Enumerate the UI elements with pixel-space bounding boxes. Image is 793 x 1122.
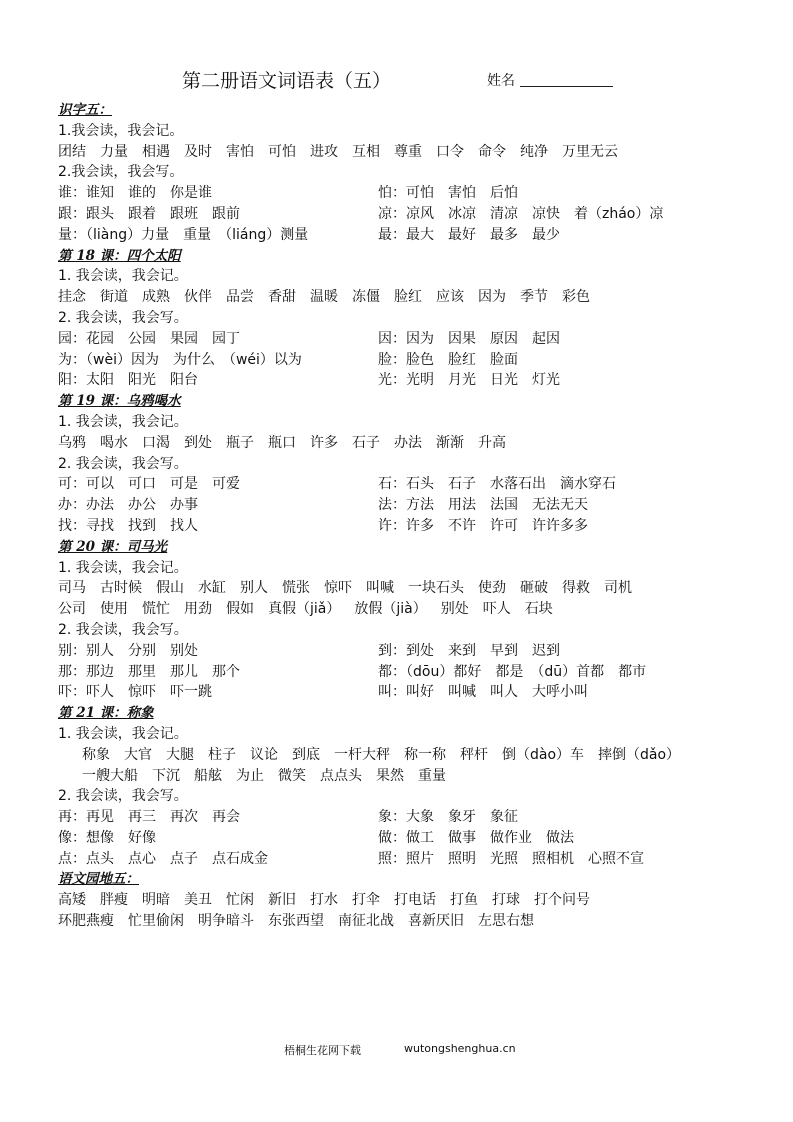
instruction-line: 2. 我会读，我会写。 [58, 621, 188, 638]
word-item: 口渴 [142, 434, 170, 451]
word-item: 力量 [100, 143, 128, 160]
char-words-right: 因：因为 因果 原因 起因 [378, 330, 560, 347]
word-row [58, 745, 758, 766]
word-row [58, 911, 758, 932]
name-label: 姓名 [487, 73, 515, 89]
word-item: 品尝 [226, 289, 254, 306]
word-item: 船舷 [194, 767, 222, 784]
char-word-pair-row [58, 350, 758, 371]
word-item: 司马 [58, 580, 86, 597]
word-item: 使用 [100, 601, 128, 618]
word-item: 可怕 [268, 143, 296, 160]
char-word-pair-row [58, 329, 758, 350]
word-item: 打水 [310, 892, 338, 909]
word-item: 别人 [240, 580, 268, 597]
word-item: 高矮 [58, 892, 86, 909]
word-item: 叫喊 [366, 580, 394, 597]
word-item: 渐渐 [436, 434, 464, 451]
char-words-right: 照：照片 照明 光照 照相机 心照不宣 [378, 850, 644, 867]
word-item: 议论 [250, 746, 278, 763]
word-item: 环肥燕瘦 [58, 913, 114, 930]
word-item: 南征北战 [338, 913, 394, 930]
char-word-pair-row [58, 183, 758, 204]
word-row [58, 578, 758, 599]
word-item: 脸红 [394, 289, 422, 306]
section-heading: 识字五： [58, 102, 112, 118]
word-item: 称一称 [404, 746, 446, 763]
word-item: 惊吓 [324, 580, 352, 597]
word-item: 一艘大船 [82, 767, 138, 784]
word-item: 尊重 [394, 143, 422, 160]
word-item: 点点头 [320, 767, 362, 784]
word-item: 香甜 [268, 289, 296, 306]
word-item: 冻僵 [352, 289, 380, 306]
footer-site-name: 梧桐生花网下载 [284, 1044, 361, 1057]
char-words-right: 都：（dōu）都好 都是 （dū）首都 都市 [378, 663, 647, 680]
char-words-left: 谁：谁知 谁的 你是谁 [58, 185, 212, 202]
char-words-left: 可：可以 可口 可是 可爱 [58, 476, 240, 493]
footer-site-url: wutongshenghua.cn [404, 1042, 516, 1055]
word-item: 温暖 [310, 289, 338, 306]
word-item: 应该 [436, 289, 464, 306]
word-item: 进攻 [310, 143, 338, 160]
word-item: 果然 [376, 767, 404, 784]
word-item: 大腿 [166, 746, 194, 763]
word-item: 砸破 [520, 580, 548, 597]
word-item: 瓶子 [226, 434, 254, 451]
word-item: 美丑 [184, 892, 212, 909]
char-words-right: 凉：凉风 冰凉 清凉 凉快 着（zháo）凉 [378, 205, 664, 222]
char-words-right: 法：方法 用法 法国 无法无天 [378, 497, 588, 514]
char-words-right: 光：光明 月光 日光 灯光 [378, 372, 560, 389]
section-heading: 语文园地五： [58, 871, 139, 888]
word-item: 一块石头 [408, 580, 464, 597]
char-words-right: 最：最大 最好 最多 最少 [378, 226, 560, 243]
word-item: 挂念 [58, 289, 86, 306]
word-item: 害怕 [226, 143, 254, 160]
char-words-left: 别：别人 分别 别处 [58, 642, 198, 659]
char-words-right: 叫：叫好 叫喊 叫人 大呼小叫 [378, 684, 588, 701]
word-item: 新旧 [268, 892, 296, 909]
instruction-line: 2.我会读，我会写。 [58, 164, 184, 181]
word-item: 别处 [440, 601, 469, 618]
char-word-pair-row [58, 516, 758, 537]
char-words-right: 石：石头 石子 水落石出 滴水穿石 [378, 476, 616, 493]
word-item: 用劲 [184, 601, 212, 618]
word-item: 胖瘦 [100, 892, 128, 909]
word-item: 喝水 [100, 434, 128, 451]
word-row [58, 599, 758, 620]
char-words-left: 那：那边 那里 那儿 那个 [58, 663, 240, 680]
instruction-line: 1.我会读，我会记。 [58, 122, 184, 139]
char-words-left: 为：（wèi）因为 为什么 （wéi）以为 [58, 351, 302, 368]
word-item: 团结 [58, 143, 86, 160]
word-item: 石子 [352, 434, 380, 451]
section-heading: 第 20 课：司马光 [58, 538, 168, 555]
word-item: 彩色 [562, 289, 590, 306]
char-words-left: 像：想像 好像 [58, 829, 156, 846]
word-item: 下沉 [152, 767, 180, 784]
instruction-line: 2. 我会读，我会写。 [58, 309, 188, 326]
char-word-pair-row [58, 204, 758, 225]
word-item: 纯净 [520, 143, 548, 160]
word-item: 使劲 [478, 580, 506, 597]
char-word-pair-row [58, 807, 758, 828]
word-item: 大官 [124, 746, 152, 763]
word-item: 慌忙 [142, 601, 170, 618]
section-heading: 第 19 课：乌鸦喝水 [58, 393, 181, 410]
word-item: 喜新厌旧 [408, 913, 464, 930]
word-item: 许多 [310, 434, 338, 451]
word-item: 忙里偷闲 [128, 913, 184, 930]
word-item: 口令 [436, 143, 464, 160]
word-list-content [58, 100, 758, 932]
word-item: 真假（jiǎ） [268, 601, 341, 618]
word-item: 万里无云 [562, 143, 618, 160]
word-item: 伙伴 [184, 289, 212, 306]
word-item: 打鱼 [450, 892, 478, 909]
word-item: 互相 [352, 143, 380, 160]
word-item: 打球 [492, 892, 520, 909]
char-word-pair-row [58, 682, 758, 703]
char-words-left: 点：点头 点心 点子 点石成金 [58, 850, 268, 867]
section-heading: 第 18 课：四个太阳 [58, 247, 181, 264]
instruction-line: 2. 我会读，我会写。 [58, 455, 188, 472]
word-row [58, 433, 758, 454]
name-blank-line [520, 86, 613, 87]
char-words-left: 跟：跟头 跟着 跟班 跟前 [58, 205, 240, 222]
char-words-left: 量：（liàng）力量 重量 （liáng）测量 [58, 226, 309, 243]
word-item: 水缸 [198, 580, 226, 597]
word-item: 街道 [100, 289, 128, 306]
word-item: 石块 [524, 601, 553, 618]
word-item: 打个问号 [534, 892, 590, 909]
char-word-pair-row [58, 662, 758, 683]
word-item: 成熟 [142, 289, 170, 306]
word-row [58, 766, 758, 787]
word-item: 为止 [236, 767, 264, 784]
char-word-pair-row [58, 370, 758, 391]
word-item: 微笑 [278, 767, 306, 784]
char-word-pair-row [58, 225, 758, 246]
word-row [58, 142, 758, 163]
word-item: 及时 [184, 143, 212, 160]
instruction-line: 2. 我会读，我会写。 [58, 788, 188, 805]
char-words-left: 吓：吓人 惊吓 吓一跳 [58, 684, 212, 701]
word-item: 慌张 [282, 580, 310, 597]
word-item: 放假（jià） [354, 601, 427, 618]
char-words-left: 阳：太阳 阳光 阳台 [58, 372, 198, 389]
word-item: 吓人 [482, 601, 511, 618]
word-item: 忙闲 [226, 892, 254, 909]
word-item: 摔倒（dǎo） [598, 746, 681, 763]
instruction-line: 1. 我会读，我会记。 [58, 413, 188, 430]
word-item: 明暗 [142, 892, 170, 909]
word-item: 打伞 [352, 892, 380, 909]
char-words-right: 做：做工 做事 做作业 做法 [378, 829, 574, 846]
word-item: 命令 [478, 143, 506, 160]
char-words-right: 到：到处 来到 早到 迟到 [378, 642, 560, 659]
instruction-line: 1. 我会读，我会记。 [58, 268, 188, 285]
word-item: 秤杆 [460, 746, 488, 763]
word-row [58, 890, 758, 911]
word-item: 打电话 [394, 892, 436, 909]
section-heading: 第 21 课：称象 [58, 705, 154, 722]
word-item: 一杆大秤 [334, 746, 390, 763]
char-words-left: 园：花园 公园 果园 园丁 [58, 330, 240, 347]
char-word-pair-row [58, 641, 758, 662]
char-word-pair-row [58, 495, 758, 516]
word-item: 到处 [184, 434, 212, 451]
char-words-right: 象：大象 象牙 象征 [378, 809, 518, 826]
word-item: 因为 [478, 289, 506, 306]
char-words-left: 办：办法 办公 办事 [58, 497, 198, 514]
char-word-pair-row [58, 828, 758, 849]
word-item: 倒（dào）车 [502, 746, 585, 763]
word-item: 升高 [478, 434, 506, 451]
word-item: 柱子 [208, 746, 236, 763]
instruction-line: 1. 我会读，我会记。 [58, 559, 188, 576]
word-item: 相遇 [142, 143, 170, 160]
word-item: 公司 [58, 601, 86, 618]
char-words-right: 许：许多 不许 许可 许许多多 [378, 517, 588, 534]
word-item: 明争暗斗 [198, 913, 254, 930]
word-row [58, 287, 758, 308]
char-words-right: 怕：可怕 害怕 后怕 [378, 185, 518, 202]
char-word-pair-row [58, 474, 758, 495]
word-item: 季节 [520, 289, 548, 306]
word-item: 瓶口 [268, 434, 296, 451]
char-words-left: 找：寻找 找到 找人 [58, 517, 198, 534]
word-item: 重量 [418, 767, 446, 784]
page-title: 第二册语文词语表（五） [182, 70, 392, 92]
char-words-right: 脸：脸色 脸红 脸面 [378, 351, 518, 368]
word-item: 左思右想 [478, 913, 534, 930]
word-item: 称象 [82, 746, 110, 763]
word-item: 古时候 [100, 580, 142, 597]
instruction-line: 1. 我会读，我会记。 [58, 725, 188, 742]
word-item: 得救 [562, 580, 590, 597]
title-row [0, 66, 793, 92]
char-word-pair-row [58, 849, 758, 870]
word-item: 司机 [604, 580, 632, 597]
word-item: 乌鸦 [58, 434, 86, 451]
word-item: 假山 [156, 580, 184, 597]
word-item: 办法 [394, 434, 422, 451]
word-item: 到底 [292, 746, 320, 763]
word-item: 东张西望 [268, 913, 324, 930]
char-words-left: 再：再见 再三 再次 再会 [58, 809, 240, 826]
word-item: 假如 [226, 601, 254, 618]
